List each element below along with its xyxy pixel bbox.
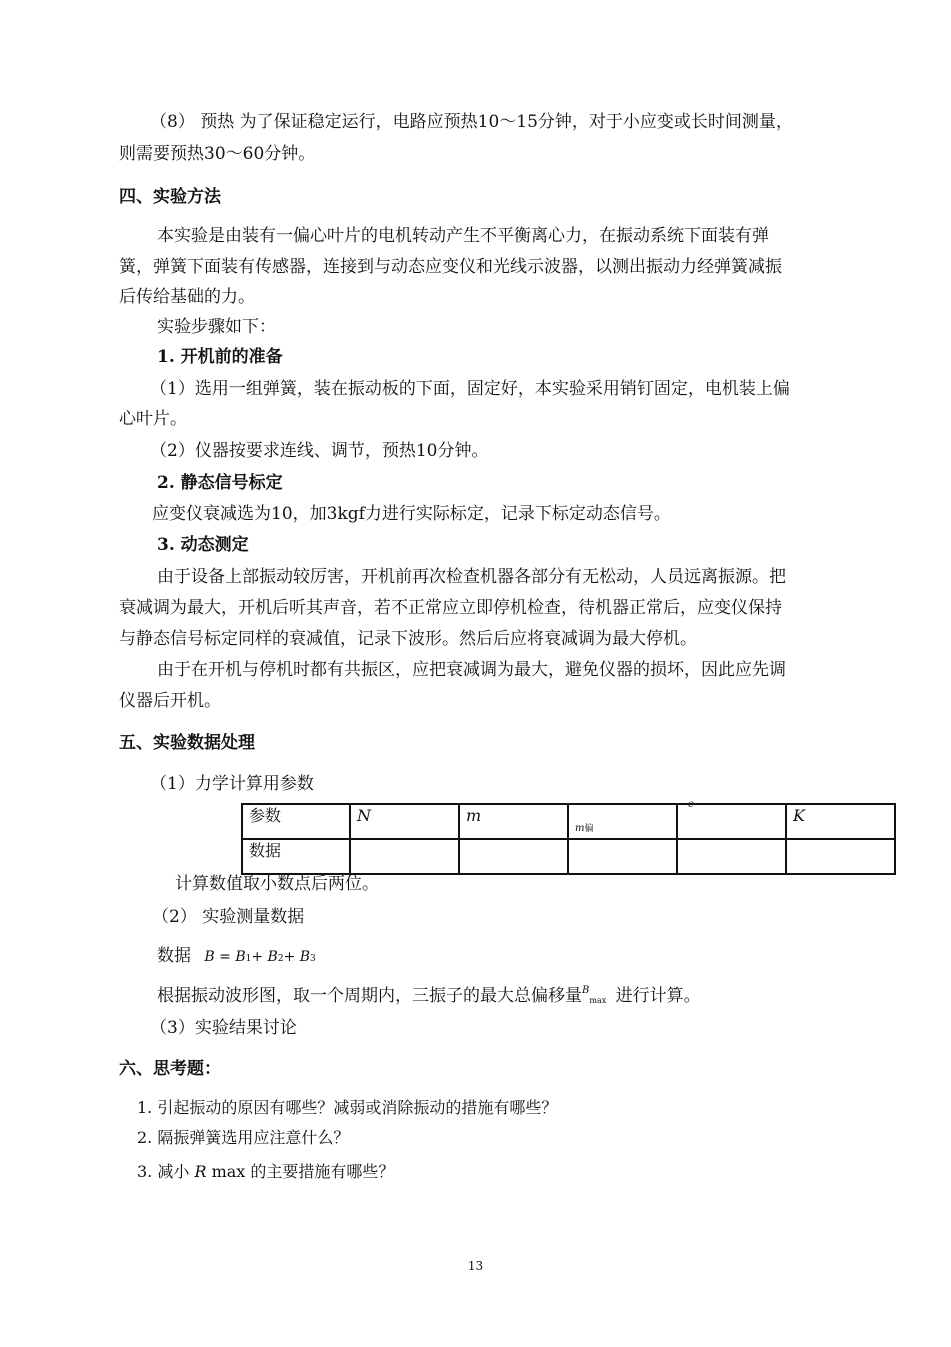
step3-para1-line3: 与静态信号标定同样的衰减值，记录下波形。然后后应将衰减调为最大停机。 [119,629,697,649]
section5-title: 五、实验数据处理 [119,733,255,753]
table-cell-m-offset [568,804,677,839]
step2-text: 应变仪衰减选为10，加3kgf力进行实际标定，记录下标定动态信号。 [152,504,671,524]
question-2: 2. 隔振弹簧选用应注意什么？ [137,1128,350,1147]
step3-para2-line2: 仪器后开机。 [119,691,221,711]
p8-line2: 则需要预热30～60分钟。 [119,144,316,164]
table-cell-empty [350,839,459,874]
step3-para1-line2: 衰减调为最大，开机后听其声音，若不正常应立即停机检查，待机器正常后，应变仪保持 [119,598,782,618]
param-m-offset-sub: 偏 [584,824,594,834]
step3-title: 3. 动态测定 [157,535,249,555]
section5-item3: （3）实验结果讨论 [150,1018,297,1038]
section4-title: 四、实验方法 [119,187,221,207]
section4-para1-line2: 簧，弹簧下面装有传感器，连接到与动态应变仪和光线示波器，以测出振动力经弹簧减振 [119,257,782,277]
question-3 [137,1161,394,1183]
table-cell-empty [568,839,677,874]
data-label: 数据 [249,841,282,860]
question-3-suffix: max 的主要措施有哪些？ [206,1162,395,1181]
formula-B: B = B [204,949,246,965]
table-cell-K [786,804,895,839]
param-label: 参数 [249,806,282,825]
table-cell-param-label [242,804,350,839]
section4-para1-line3: 后传给基础的力。 [119,287,255,307]
step3-para1-line1: 由于设备上部振动较厉害，开机前再次检查机器各部分有无松动，人员远离振源。把 [157,567,786,587]
max-line-B: B [582,985,590,996]
step2-title: 2. 静态信号标定 [157,473,283,493]
max-line-before: 根据振动波形图，取一个周期内，三振子的最大总偏移量 [157,986,582,1006]
formula-prefix: 数据 [157,946,191,966]
question-3-R: R [194,1162,207,1181]
params-table [241,799,896,875]
question-3-prefix: 3. 减小 [137,1162,195,1181]
table-cell-data-label [242,839,350,874]
section4-para1-line1: 本实验是由装有一偏心叶片的电机转动产生不平衡离心力，在振动系统下面装有弹 [157,226,769,246]
table-cell-m [459,804,568,839]
formula-sub2: 2 [277,954,284,964]
param-e: e [688,799,694,810]
formula-line [157,945,316,970]
param-K: K [793,806,805,825]
formula-plus2: + B [283,949,311,965]
table-cell-empty [786,839,895,874]
max-line-max: max [589,996,607,1005]
step1-item2: （2）仪器按要求连线、调节，预热10分钟。 [150,441,489,461]
param-m: m [466,806,482,825]
table-row [242,804,895,839]
p8-line1: （8） 预热 为了保证稳定运行，电路应预热10～15分钟，对于小应变或长时间测量， [150,112,793,132]
table-cell-e [677,799,786,839]
rounding-note: 计算数值取小数点后两位。 [175,874,379,894]
table-cell-empty [677,839,786,874]
question-1: 1. 引起振动的原因有哪些？减弱或消除振动的措施有哪些？ [137,1098,558,1117]
section5-item2: （2） 实验测量数据 [152,907,305,927]
table-row [242,839,895,874]
step1-item1-line2: 心叶片。 [119,409,187,429]
formula-sub1: 1 [245,954,252,964]
page-number: 13 [467,1259,484,1273]
param-N: N [357,806,371,825]
max-offset-line [157,985,701,1010]
table-cell-empty [459,839,568,874]
step3-para2-line1: 由于在开机与停机时都有共振区，应把衰减调为最大，避免仪器的损坏，因此应先调 [157,660,786,680]
step1-item1-line1: （1）选用一组弹簧，装在振动板的下面，固定好，本实验采用销钉固定，电机装上偏 [150,379,790,399]
param-m-offset: m [575,823,585,834]
formula-plus1: + B [251,949,278,965]
section5-item1: （1）力学计算用参数 [150,774,314,794]
steps-intro: 实验步骤如下： [157,317,276,337]
table-cell-N [350,804,459,839]
max-line-after: 进行计算。 [615,986,701,1006]
formula-sub3: 3 [310,954,316,964]
step1-title: 1. 开机前的准备 [157,347,283,367]
section6-title: 六、思考题： [119,1059,221,1079]
